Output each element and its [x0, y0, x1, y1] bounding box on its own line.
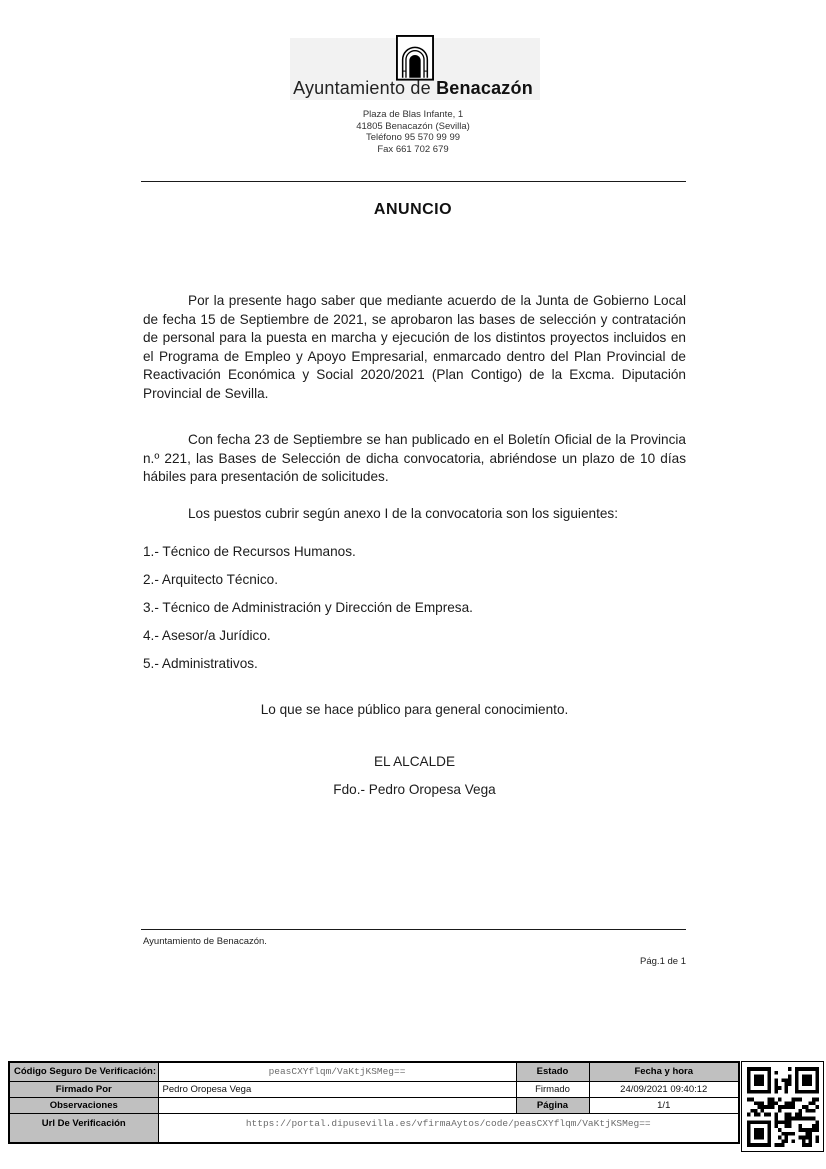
url-verificacion-label: Url De Verificación	[9, 1113, 158, 1143]
organization-name	[0, 78, 826, 99]
header-separator-line	[141, 181, 686, 182]
signature-verification-table	[8, 1061, 738, 1144]
pagina-value: 1/1	[589, 1097, 739, 1113]
paragraph-puestos-intro: Los puestos cubrir según anexo I de la convocatoria son los siguientes:	[188, 506, 618, 521]
address-block	[0, 109, 826, 155]
paragraph-publicacion: Con fecha 23 de Septiembre se han publicado en el Boletín Oficial de la Provincia n.º 221, las Bases de Selección de dicha convocatoria, abriéndose un plazo de 10 días hábiles para presentación de solicitudes.	[143, 432, 686, 485]
fecha-hora-value: 24/09/2021 09:40:12	[589, 1081, 739, 1097]
estado-value: Firmado	[516, 1081, 589, 1097]
url-verificacion-value: https://portal.dipusevilla.es/vfirmaAytos/code/peasCXYflqm/VaKtjKSMeg==	[158, 1113, 739, 1143]
address-line-city: 41805 Benacazón (Sevilla)	[356, 120, 470, 132]
signature-name: Fdo.- Pedro Oropesa Vega	[333, 782, 496, 797]
firmado-por-label: Firmado Por	[9, 1081, 158, 1097]
footer-separator-line	[141, 929, 686, 930]
town-hall-arch-logo-icon	[396, 35, 434, 80]
csv-label: Código Seguro De Verificación:	[9, 1062, 158, 1081]
job-positions-list	[143, 538, 686, 678]
firmado-por-value: Pedro Oropesa Vega	[158, 1081, 516, 1097]
org-name-bold: Benacazón	[436, 78, 533, 98]
estado-label: Estado	[516, 1062, 589, 1081]
page-title: ANUNCIO	[373, 201, 453, 218]
closing-statement: Lo que se hace público para general conocimiento.	[260, 702, 569, 717]
footer-organization: Ayuntamiento de Benacazón.	[143, 936, 267, 947]
list-item: 3.- Técnico de Administración y Dirección de Empresa.	[143, 600, 473, 615]
address-line-fax: Fax 661 702 679	[377, 143, 449, 155]
paragraph-acuerdo: Por la presente hago saber que mediante acuerdo de la Junta de Gobierno Local de fecha 15 de Septiembre de 2021, se aprobaron las bases de selección y contratación de personal para la puesta en marcha y ejecución de los distintos proyectos incluidos en el Programa de Empleo y Apoyo Empresarial, enmarcado dentro del Plan Provincial de Reactivación Económica y Social 2020/2021 (Plan Contigo) de la Excma. Diputación Provincial de Sevilla.	[143, 293, 686, 401]
pagina-label: Página	[516, 1097, 589, 1113]
footer-page-number: Pág.1 de 1	[640, 956, 686, 967]
list-item: 4.- Asesor/a Jurídico.	[143, 628, 271, 643]
observaciones-label: Observaciones	[9, 1097, 158, 1113]
signature-role: EL ALCALDE	[373, 754, 456, 769]
observaciones-value	[158, 1097, 516, 1113]
list-item: 1.- Técnico de Recursos Humanos.	[143, 544, 356, 559]
fecha-hora-label: Fecha y hora	[589, 1062, 739, 1081]
csv-value: peasCXYflqm/VaKtjKSMeg==	[158, 1062, 516, 1081]
list-item: 2.- Arquitecto Técnico.	[143, 572, 279, 587]
address-line-phone: Teléfono 95 570 99 99	[365, 132, 461, 143]
verification-qr-code	[741, 1061, 824, 1152]
org-name-regular: Ayuntamiento de	[293, 78, 437, 98]
list-item: 5.- Administrativos.	[143, 656, 258, 671]
address-line-street: Plaza de Blas Infante, 1	[362, 109, 464, 120]
